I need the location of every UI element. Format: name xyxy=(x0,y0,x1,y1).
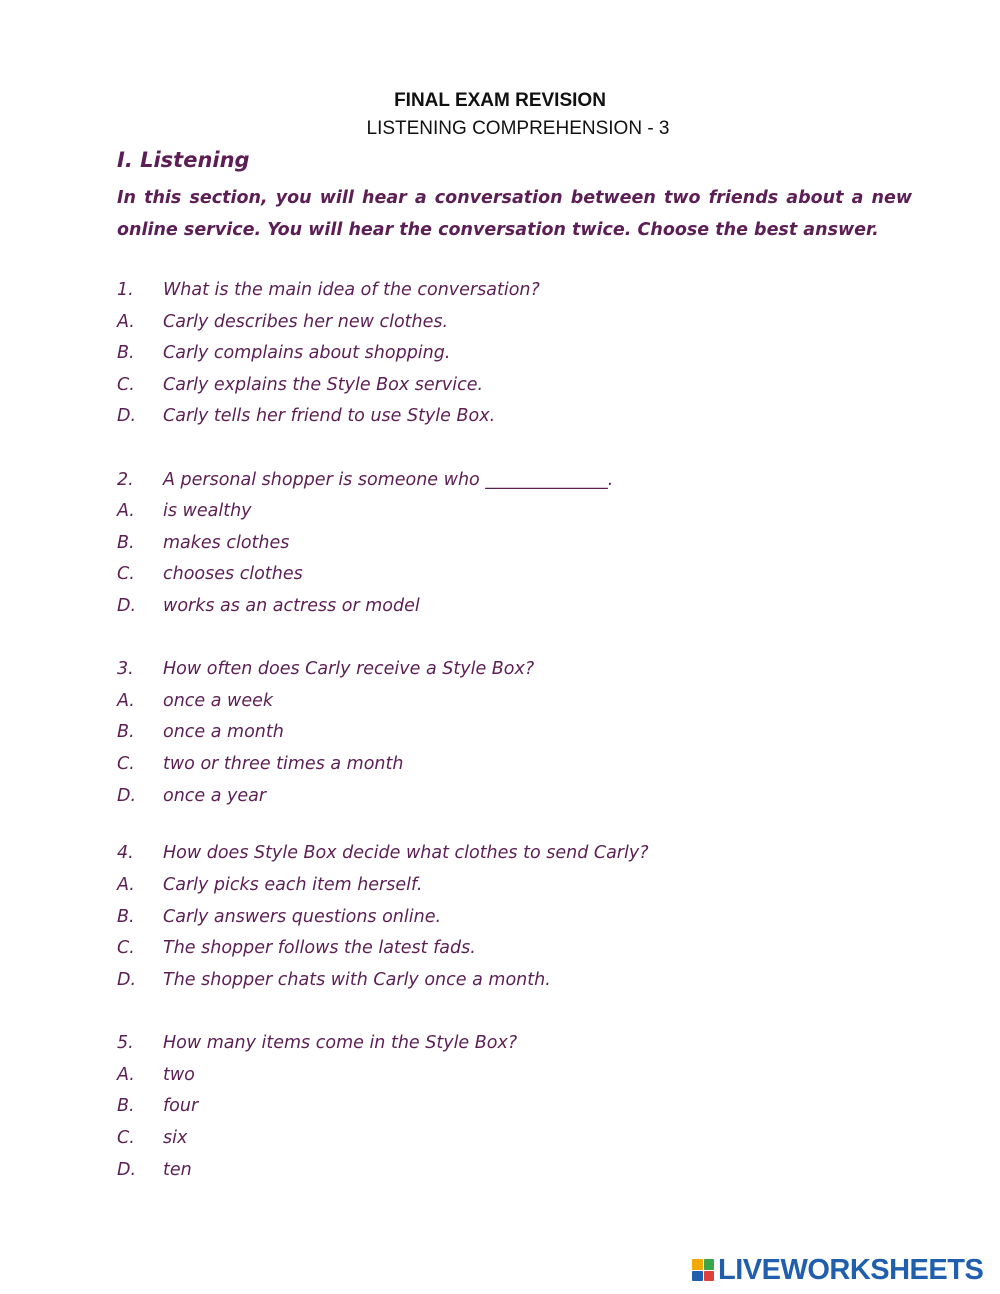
question-2 xyxy=(117,470,613,490)
option-text: ten xyxy=(163,1160,192,1180)
option-text: once a week xyxy=(163,691,274,711)
option-text: once a month xyxy=(163,722,284,742)
option-letter: D. xyxy=(117,1160,137,1180)
option-letter: D. xyxy=(117,596,137,616)
option-letter: B. xyxy=(117,722,135,742)
question-text: How often does Carly receive a Style Box? xyxy=(163,659,535,679)
question-5 xyxy=(117,1033,517,1053)
question-text: How does Style Box decide what clothes to send Carly? xyxy=(163,843,649,863)
option-text: Carly tells her friend to use Style Box. xyxy=(163,406,496,426)
question-text: A personal shopper is someone who ______________. xyxy=(163,470,614,490)
section-instructions: In this section, you will hear a conversation between two friends about a new online service. You will hear the conversation twice. Choose the best answer. xyxy=(117,188,912,240)
question-1 xyxy=(117,280,540,300)
option-text: is wealthy xyxy=(163,501,252,521)
section-heading: I. Listening xyxy=(117,148,250,172)
option-3b[interactable] xyxy=(117,722,284,742)
option-3a[interactable] xyxy=(117,691,273,711)
option-letter: A. xyxy=(117,691,135,711)
question-text: What is the main idea of the conversation? xyxy=(163,280,540,300)
document-subtitle: LISTENING COMPREHENSION - 3 xyxy=(366,118,670,139)
option-1c[interactable] xyxy=(117,375,483,395)
option-letter: C. xyxy=(117,754,135,774)
option-5c[interactable] xyxy=(117,1128,187,1148)
option-letter: A. xyxy=(117,312,135,332)
option-text: works as an actress or model xyxy=(163,596,420,616)
option-4d[interactable] xyxy=(117,970,551,990)
document-title: FINAL EXAM REVISION xyxy=(394,90,606,111)
question-number: 4. xyxy=(117,843,134,863)
option-5d[interactable] xyxy=(117,1160,192,1180)
question-4 xyxy=(117,843,649,863)
option-text: Carly complains about shopping. xyxy=(163,343,451,363)
option-text: makes clothes xyxy=(163,533,290,553)
option-3d[interactable] xyxy=(117,786,266,806)
option-1a[interactable] xyxy=(117,312,448,332)
option-letter: A. xyxy=(117,501,135,521)
option-letter: D. xyxy=(117,970,137,990)
option-text: two or three times a month xyxy=(163,754,404,774)
option-2b[interactable] xyxy=(117,533,289,553)
option-2a[interactable] xyxy=(117,501,252,521)
liveworksheets-logo-icon xyxy=(692,1259,714,1281)
option-2d[interactable] xyxy=(117,596,420,616)
option-text: The shopper follows the latest fads. xyxy=(163,938,476,958)
option-letter: B. xyxy=(117,343,135,363)
option-text: two xyxy=(163,1065,195,1085)
option-text: Carly describes her new clothes. xyxy=(163,312,449,332)
option-letter: A. xyxy=(117,875,135,895)
option-letter: C. xyxy=(117,564,135,584)
option-3c[interactable] xyxy=(117,754,403,774)
option-letter: D. xyxy=(117,786,137,806)
option-text: chooses clothes xyxy=(163,564,303,584)
option-letter: B. xyxy=(117,907,135,927)
option-letter: B. xyxy=(117,533,135,553)
option-4c[interactable] xyxy=(117,938,476,958)
option-text: Carly answers questions online. xyxy=(163,907,442,927)
option-letter: A. xyxy=(117,1065,135,1085)
question-number: 2. xyxy=(117,470,134,490)
option-letter: B. xyxy=(117,1096,135,1116)
option-text: The shopper chats with Carly once a month. xyxy=(163,970,551,990)
option-5b[interactable] xyxy=(117,1096,198,1116)
option-4b[interactable] xyxy=(117,907,441,927)
question-number: 3. xyxy=(117,659,134,679)
question-text: How many items come in the Style Box? xyxy=(163,1033,518,1053)
option-2c[interactable] xyxy=(117,564,303,584)
option-text: Carly picks each item herself. xyxy=(163,875,423,895)
question-3 xyxy=(117,659,534,679)
option-letter: C. xyxy=(117,1128,135,1148)
option-text: Carly explains the Style Box service. xyxy=(163,375,484,395)
option-text: four xyxy=(163,1096,199,1116)
liveworksheets-logo[interactable] xyxy=(692,1255,983,1285)
option-1b[interactable] xyxy=(117,343,450,363)
logo-text: LIVEWORKSHEETS xyxy=(718,1253,984,1286)
option-1d[interactable] xyxy=(117,406,495,426)
question-number: 5. xyxy=(117,1033,134,1053)
option-text: six xyxy=(163,1128,188,1148)
option-letter: C. xyxy=(117,375,135,395)
option-letter: D. xyxy=(117,406,137,426)
option-4a[interactable] xyxy=(117,875,422,895)
question-number: 1. xyxy=(117,280,134,300)
option-text: once a year xyxy=(163,786,267,806)
option-5a[interactable] xyxy=(117,1065,195,1085)
option-letter: C. xyxy=(117,938,135,958)
